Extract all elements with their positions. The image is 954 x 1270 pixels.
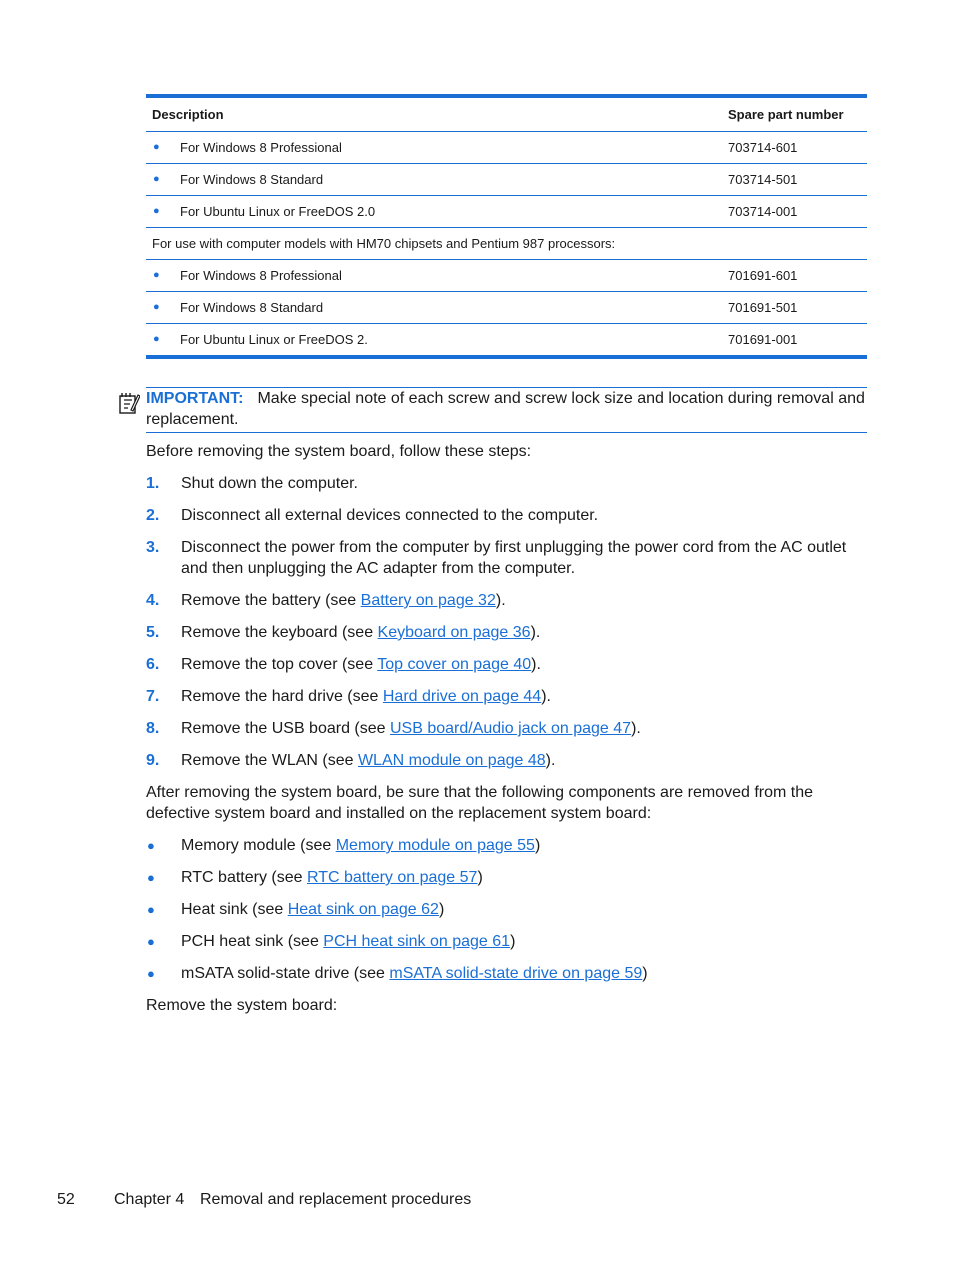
step-number: 4.	[146, 592, 160, 609]
row-description: For Ubuntu Linux or FreeDOS 2.	[180, 332, 368, 347]
step-number: 2.	[146, 507, 160, 524]
row-description: For Ubuntu Linux or FreeDOS 2.0	[180, 204, 376, 219]
bullet-icon: ●	[147, 838, 155, 853]
bullet-icon: ●	[153, 333, 160, 345]
memory-module-link[interactable]: Memory module on page 55	[335, 837, 535, 854]
bullet-icon: ●	[153, 141, 160, 153]
list-item-text: Memory module (see Memory module on page 55)	[181, 837, 541, 854]
wlan-module-link[interactable]: WLAN module on page 48	[357, 752, 546, 769]
row-description: For Windows 8 Standard	[180, 300, 324, 315]
step-number: 7.	[146, 688, 160, 705]
step-number: 8.	[146, 720, 160, 737]
step-number: 3.	[146, 539, 160, 556]
list-item-text: Heat sink (see Heat sink on page 62)	[181, 901, 445, 918]
column-header-part-number: Spare part number	[728, 107, 844, 122]
step-number: 6.	[146, 656, 160, 673]
step-text: Shut down the computer.	[181, 475, 358, 492]
table-row-section-heading	[146, 227, 867, 259]
table-row	[146, 163, 867, 195]
list-item-text: mSATA solid-state drive (see mSATA solid-state drive on page 59)	[181, 965, 648, 982]
step-number: 5.	[146, 624, 160, 641]
row-part-number: 703714-601	[728, 140, 798, 155]
intro-paragraph: Before removing the system board, follow these steps:	[146, 443, 532, 460]
final-instruction: Remove the system board:	[146, 997, 338, 1014]
note-text	[146, 388, 867, 430]
bullet-icon: ●	[153, 269, 160, 281]
row-description: For Windows 8 Professional	[180, 140, 342, 155]
row-part-number: 701691-601	[728, 268, 798, 283]
chapter-title: Removal and replacement procedures	[200, 1191, 472, 1208]
step-text: Disconnect all external devices connected to the computer.	[181, 507, 599, 524]
row-part-number: 701691-501	[728, 300, 798, 315]
table-row	[146, 323, 867, 355]
step-text: Remove the USB board (see USB board/Audio jack on page 47).	[181, 720, 641, 737]
bullet-icon: ●	[147, 934, 155, 949]
important-note	[146, 387, 867, 433]
table-header-row	[146, 98, 867, 132]
list-item-text: RTC battery (see RTC battery on page 57)	[181, 869, 483, 886]
keyboard-link[interactable]: Keyboard on page 36	[377, 624, 531, 641]
table-row	[146, 259, 867, 291]
after-removal-paragraph: After removing the system board, be sure that the following components are removed from the defective system board and installed on the replacement system board:	[146, 784, 813, 822]
row-part-number: 703714-001	[728, 204, 798, 219]
step-number: 1.	[146, 475, 160, 492]
step-text: Remove the top cover (see Top cover on page 40).	[181, 656, 541, 673]
hard-drive-link[interactable]: Hard drive on page 44	[382, 688, 542, 705]
step-text: Disconnect the power from the computer by first unplugging the power cord from the AC outlet and then unplugging the AC adapter from the computer.	[181, 539, 847, 577]
table-row	[146, 195, 867, 227]
note-body: Make special note of each screw and screw lock size and location during removal and replacement.	[146, 390, 865, 428]
step-text: Remove the battery (see Battery on page 32).	[181, 592, 506, 609]
pch-heat-sink-link[interactable]: PCH heat sink on page 61	[323, 933, 511, 950]
bullet-icon: ●	[147, 902, 155, 917]
battery-link[interactable]: Battery on page 32	[360, 592, 496, 609]
spare-parts-table	[146, 94, 867, 359]
rtc-battery-link[interactable]: RTC battery on page 57	[306, 869, 478, 886]
chapter-label: Chapter 4	[114, 1191, 185, 1208]
step-number: 9.	[146, 752, 160, 769]
row-description: For use with computer models with HM70 chipsets and Pentium 987 processors:	[152, 236, 616, 251]
row-description: For Windows 8 Professional	[180, 268, 342, 283]
usb-board-link[interactable]: USB board/Audio jack on page 47	[390, 720, 632, 737]
bullet-icon: ●	[153, 173, 160, 185]
step-text: Remove the WLAN (see WLAN module on page 48).	[181, 752, 556, 769]
msata-drive-link[interactable]: mSATA solid-state drive on page 59	[389, 965, 643, 982]
note-label: IMPORTANT:	[146, 390, 244, 407]
bullet-icon: ●	[147, 870, 155, 885]
page-number: 52	[57, 1191, 75, 1208]
note-pencil-icon	[118, 391, 140, 415]
bullet-icon: ●	[153, 301, 160, 313]
row-part-number: 701691-001	[728, 332, 798, 347]
bullet-icon: ●	[153, 205, 160, 217]
row-part-number: 703714-501	[728, 172, 798, 187]
column-header-description: Description	[152, 107, 224, 122]
table-row	[146, 291, 867, 323]
table-row	[146, 132, 867, 163]
row-description: For Windows 8 Standard	[180, 172, 324, 187]
top-cover-link[interactable]: Top cover on page 40	[377, 656, 532, 673]
heat-sink-link[interactable]: Heat sink on page 62	[287, 901, 439, 918]
step-text: Remove the hard drive (see Hard drive on page 44).	[181, 688, 551, 705]
step-text: Remove the keyboard (see Keyboard on page 36).	[181, 624, 541, 641]
bullet-icon: ●	[147, 966, 155, 981]
list-item-text: PCH heat sink (see PCH heat sink on page 61)	[181, 933, 516, 950]
